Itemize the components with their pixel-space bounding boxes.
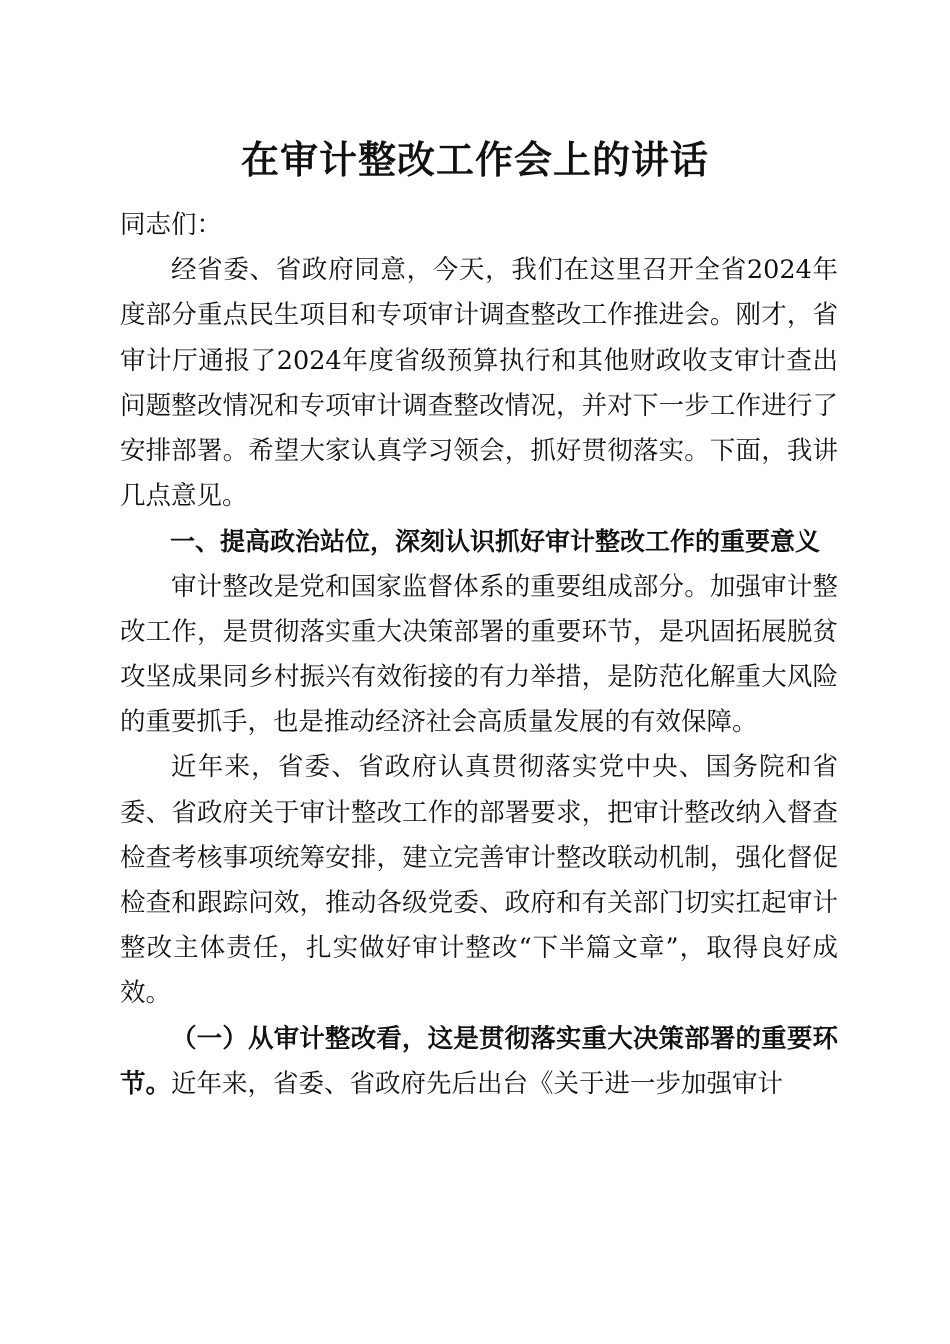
point-1-heading: （一）从审计整改看，这是贯彻落实重大决策部署的重要环节。: [120, 1023, 838, 1099]
salutation: 同志们：: [120, 210, 223, 240]
document-title: 在审计整改工作会上的讲话: [240, 137, 709, 182]
point-1-paragraph: [120, 1017, 838, 1107]
section-1-paragraph-2: 近年来，省委、省政府认真贯彻落实党中央、国务院和省委、省政府关于审计整改工作的部署要求，把审计整改纳入督查检查考核事项统筹安排，建立完善审计整改联动机制，强化督促检查和跟踪问效，推动各级党委、政府和有关部门切实扛起审计整改主体责任，扎实做好审计整改“下半篇文章”，取得良好成效。: [120, 752, 838, 1009]
section-1-heading: 一、提高政治站位，深刻认识抓好审计整改工作的重要意义: [170, 527, 821, 557]
document-body: [120, 203, 838, 1107]
intro-paragraph: 经省委、省政府同意，今天，我们在这里召开全省2024年度部分重点民生项目和专项审计调查整改工作推进会。刚才，省审计厅通报了2024年度省级预算执行和其他财政收支审计查出问题整改情况和专项审计调查整改情况，并对下一步工作进行了安排部署。希望大家认真学习领会，抓好贯彻落实。下面，我讲几点意见。: [120, 255, 838, 512]
point-1-text: 近年来，省委、省政府先后出台《关于进一步加强审计: [171, 1068, 784, 1099]
section-1-paragraph-1: 审计整改是党和国家监督体系的重要组成部分。加强审计整改工作，是贯彻落实重大决策部署的重要环节，是巩固拓展脱贫攻坚成果同乡村振兴有效衔接的有力举措，是防范化解重大风险的重要抓手，也是推动经济社会高质量发展的有效保障。: [120, 571, 838, 738]
